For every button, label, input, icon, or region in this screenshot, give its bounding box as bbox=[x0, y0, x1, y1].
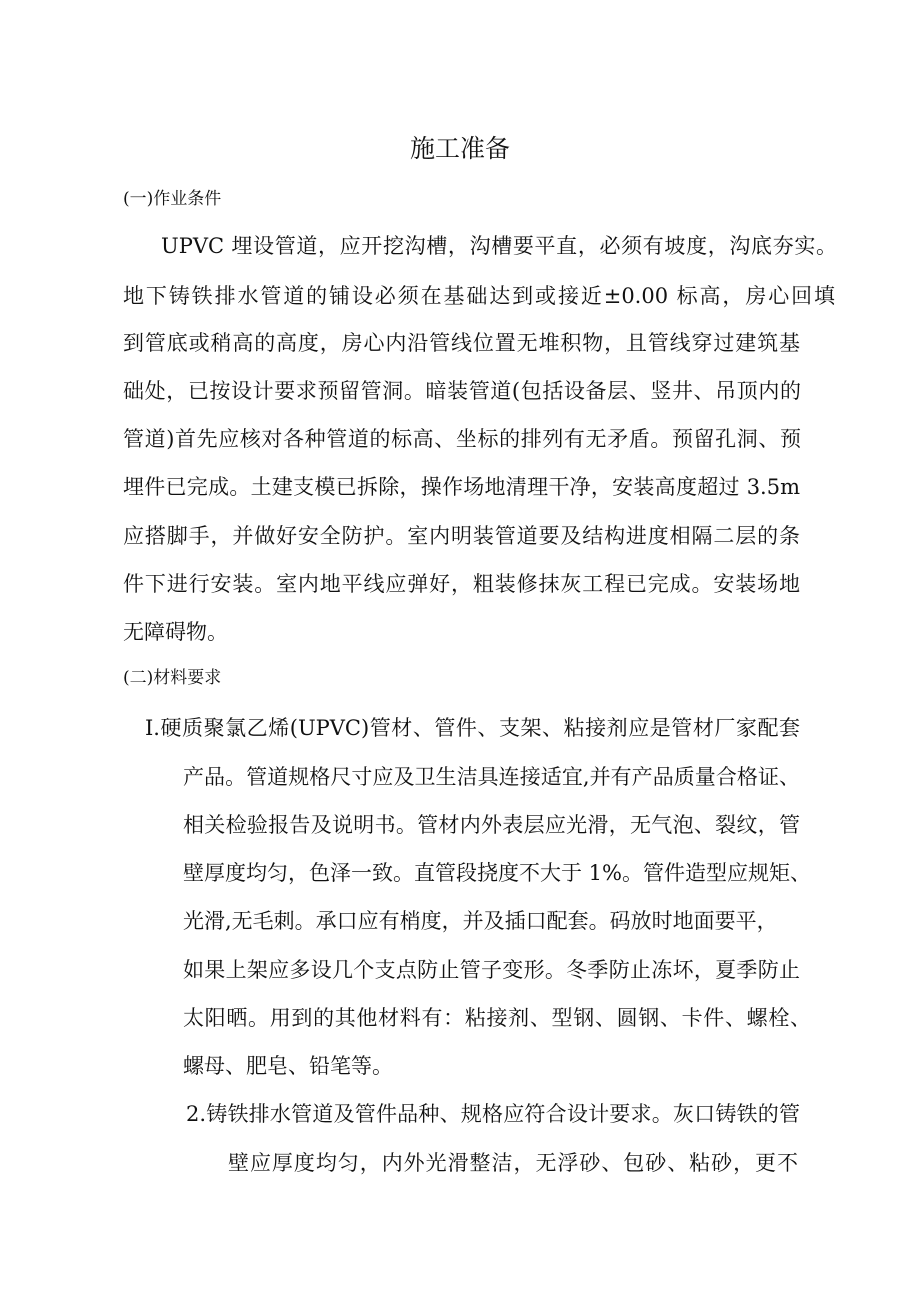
paragraph-line: UPVC 埋设管道，应开挖沟槽，沟槽要平直，必须有坡度，沟底夯实。 bbox=[161, 234, 837, 258]
list-item-line: I.硬质聚氯乙烯(UPVC)管材、管件、支架、粘接剂应是管材厂家配套 bbox=[145, 716, 800, 740]
paragraph-line: 础处，已按设计要求预留管洞。暗装管道(包括设备层、竖井、吊顶内的 bbox=[123, 379, 801, 403]
page-title: 施工准备 bbox=[409, 134, 510, 163]
section-heading-work-conditions: (一)作业条件 bbox=[123, 189, 222, 209]
paragraph-line: 件下进行安装。室内地平线应弹好，粗装修抹灰工程已完成。安装场地 bbox=[123, 572, 800, 596]
list-item-line: 如果上架应多设几个支点防止管子变形。冬季防止冻坏，夏季防止 bbox=[183, 958, 800, 982]
list-item-line: 2.铸铁排水管道及管件品种、规格应符合设计要求。灰口铸铁的管 bbox=[186, 1102, 800, 1126]
list-item-line: 产品。管道规格尺寸应及卫生洁具连接适宜,并有产品质量合格证、 bbox=[183, 765, 800, 789]
list-item-line: 光滑,无毛刺。承口应有梢度，并及插口配套。码放时地面要平， bbox=[183, 909, 778, 933]
list-item-line: 壁厚度均匀，色泽一致。直管段挠度不大于 1%。管件造型应规矩、 bbox=[183, 861, 811, 885]
list-item-line: 太阳晒。用到的其他材料有：粘接剂、型钢、圆钢、卡件、螺栓、 bbox=[183, 1006, 811, 1030]
list-item-line: 螺母、肥皂、铅笔等。 bbox=[183, 1054, 393, 1078]
paragraph-line: 无障碍物。 bbox=[123, 620, 228, 644]
list-item-line: 相关检验报告及说明书。管材内外表层应光滑，无气泡、裂纹，管 bbox=[183, 813, 800, 837]
paragraph-line: 应搭脚手，并做好安全防护。室内明装管道要及结构进度相隔二层的条 bbox=[123, 524, 800, 548]
section-heading-material-requirements: (二)材料要求 bbox=[123, 668, 222, 688]
list-item-line: 壁应厚度均匀，内外光滑整洁，无浮砂、包砂、粘砂，更不 bbox=[228, 1151, 798, 1175]
paragraph-line: 地下铸铁排水管道的铺设必须在基础达到或接近±0.00 标高，房心回填 bbox=[123, 284, 835, 308]
paragraph-line: 管道)首先应核对各种管道的标高、坐标的排列有无矛盾。预留孔洞、预 bbox=[123, 427, 801, 451]
paragraph-line: 到管底或稍高的高度，房心内沿管线位置无堆积物，且管线穿过建筑基 bbox=[123, 331, 800, 355]
paragraph-line: 埋件已完成。土建支模已拆除，操作场地清理干净，安装高度超过 3.5m bbox=[123, 475, 800, 499]
